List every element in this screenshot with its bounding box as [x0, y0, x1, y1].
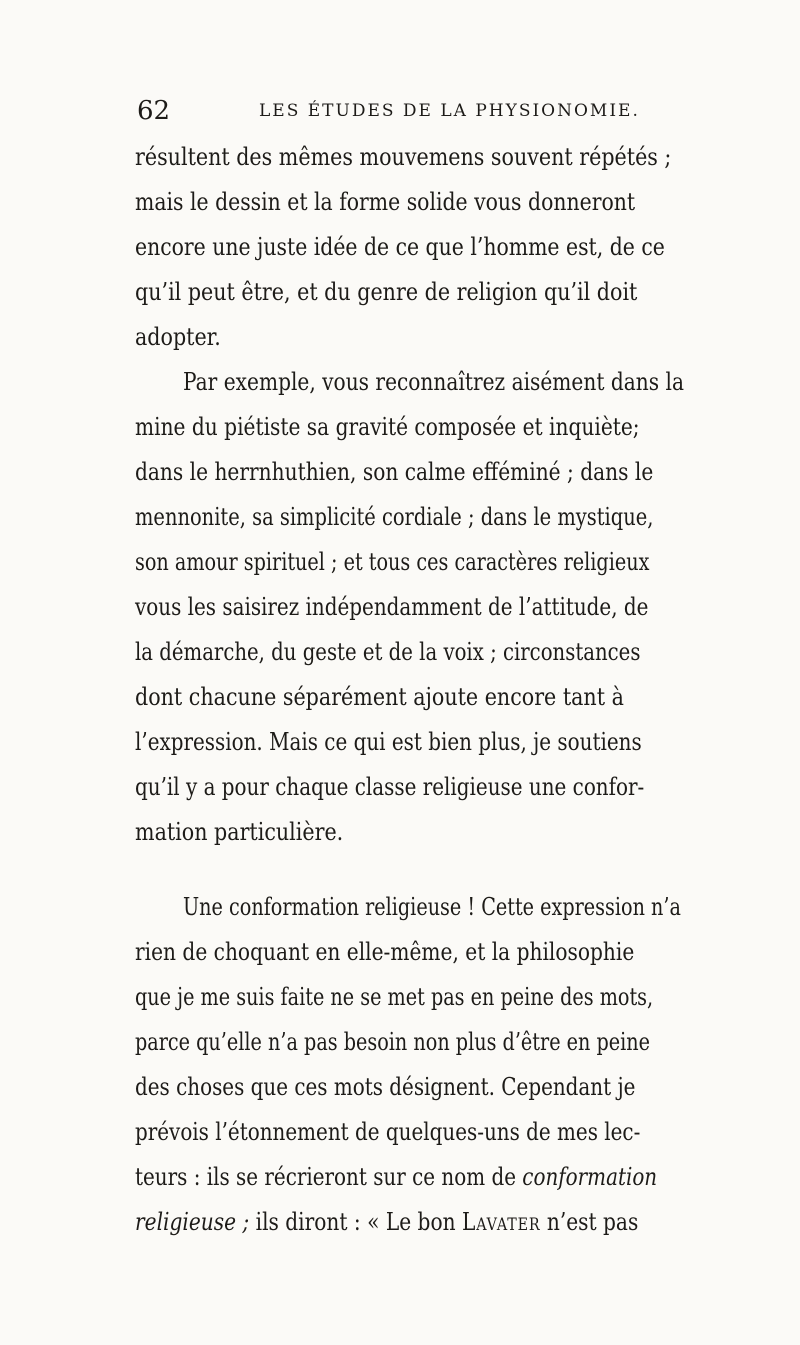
text-span: ils diront : « Le bon	[249, 1208, 462, 1236]
text-line: qu’il y a pour chaque classe religieuse une confor-	[135, 773, 645, 801]
page-number: 62	[137, 96, 171, 126]
author-name: Lavater	[461, 1208, 541, 1236]
text-span: n’est pas	[540, 1208, 639, 1236]
text-line: Par exemple, vous reconnaîtrez aisément dans la	[183, 368, 684, 396]
text-line: prévois l’étonnement de quelques-uns de mes lec-	[135, 1118, 641, 1146]
text-line-mixed	[135, 1205, 638, 1239]
text-line: rien de choquant en elle-même, et la philosophie	[135, 938, 635, 966]
text-line: Une conformation religieuse ! Cette expression n’a	[183, 893, 681, 921]
text-line-mixed	[135, 1160, 657, 1194]
text-line: son amour spirituel ; et tous ces caractères religieux	[135, 548, 650, 576]
page-header	[137, 94, 657, 128]
italic-term: conformation	[522, 1163, 658, 1191]
italic-term: religieuse ;	[135, 1208, 250, 1236]
text-line: mais le dessin et la forme solide vous donneront	[135, 188, 636, 216]
text-line: encore une juste idée de ce que l’homme est, de ce	[135, 233, 665, 261]
text-line: la démarche, du geste et de la voix ; circonstances	[135, 638, 641, 666]
text-line: résultent des mêmes mouvemens souvent répétés ;	[135, 143, 672, 171]
text-span: teurs : ils se récrieront sur ce nom de	[135, 1163, 523, 1191]
text-line: mine du piétiste sa gravité composée et inquiète;	[135, 413, 640, 441]
running-title: LES ÉTUDES DE LA PHYSIONOMIE.	[259, 101, 640, 121]
text-line: l’expression. Mais ce qui est bien plus, je soutiens	[135, 728, 642, 756]
text-line: mation particulière.	[135, 818, 344, 846]
text-line: des choses que ces mots désignent. Cependant je	[135, 1073, 636, 1101]
text-line: parce qu’elle n’a pas besoin non plus d’être en peine	[135, 1028, 651, 1056]
text-line: que je me suis faite ne se met pas en peine des mots,	[135, 983, 654, 1011]
text-line: dans le herrnhuthien, son calme efféminé ; dans le	[135, 458, 654, 486]
text-line: mennonite, sa simplicité cordiale ; dans le mystique,	[135, 503, 654, 531]
text-line: qu’il peut être, et du genre de religion qu’il doit	[135, 278, 638, 306]
text-line: vous les saisirez indépendamment de l’attitude, de	[135, 593, 649, 621]
text-line: dont chacune séparément ajoute encore tant à	[135, 683, 624, 711]
text-line: adopter.	[135, 323, 221, 351]
